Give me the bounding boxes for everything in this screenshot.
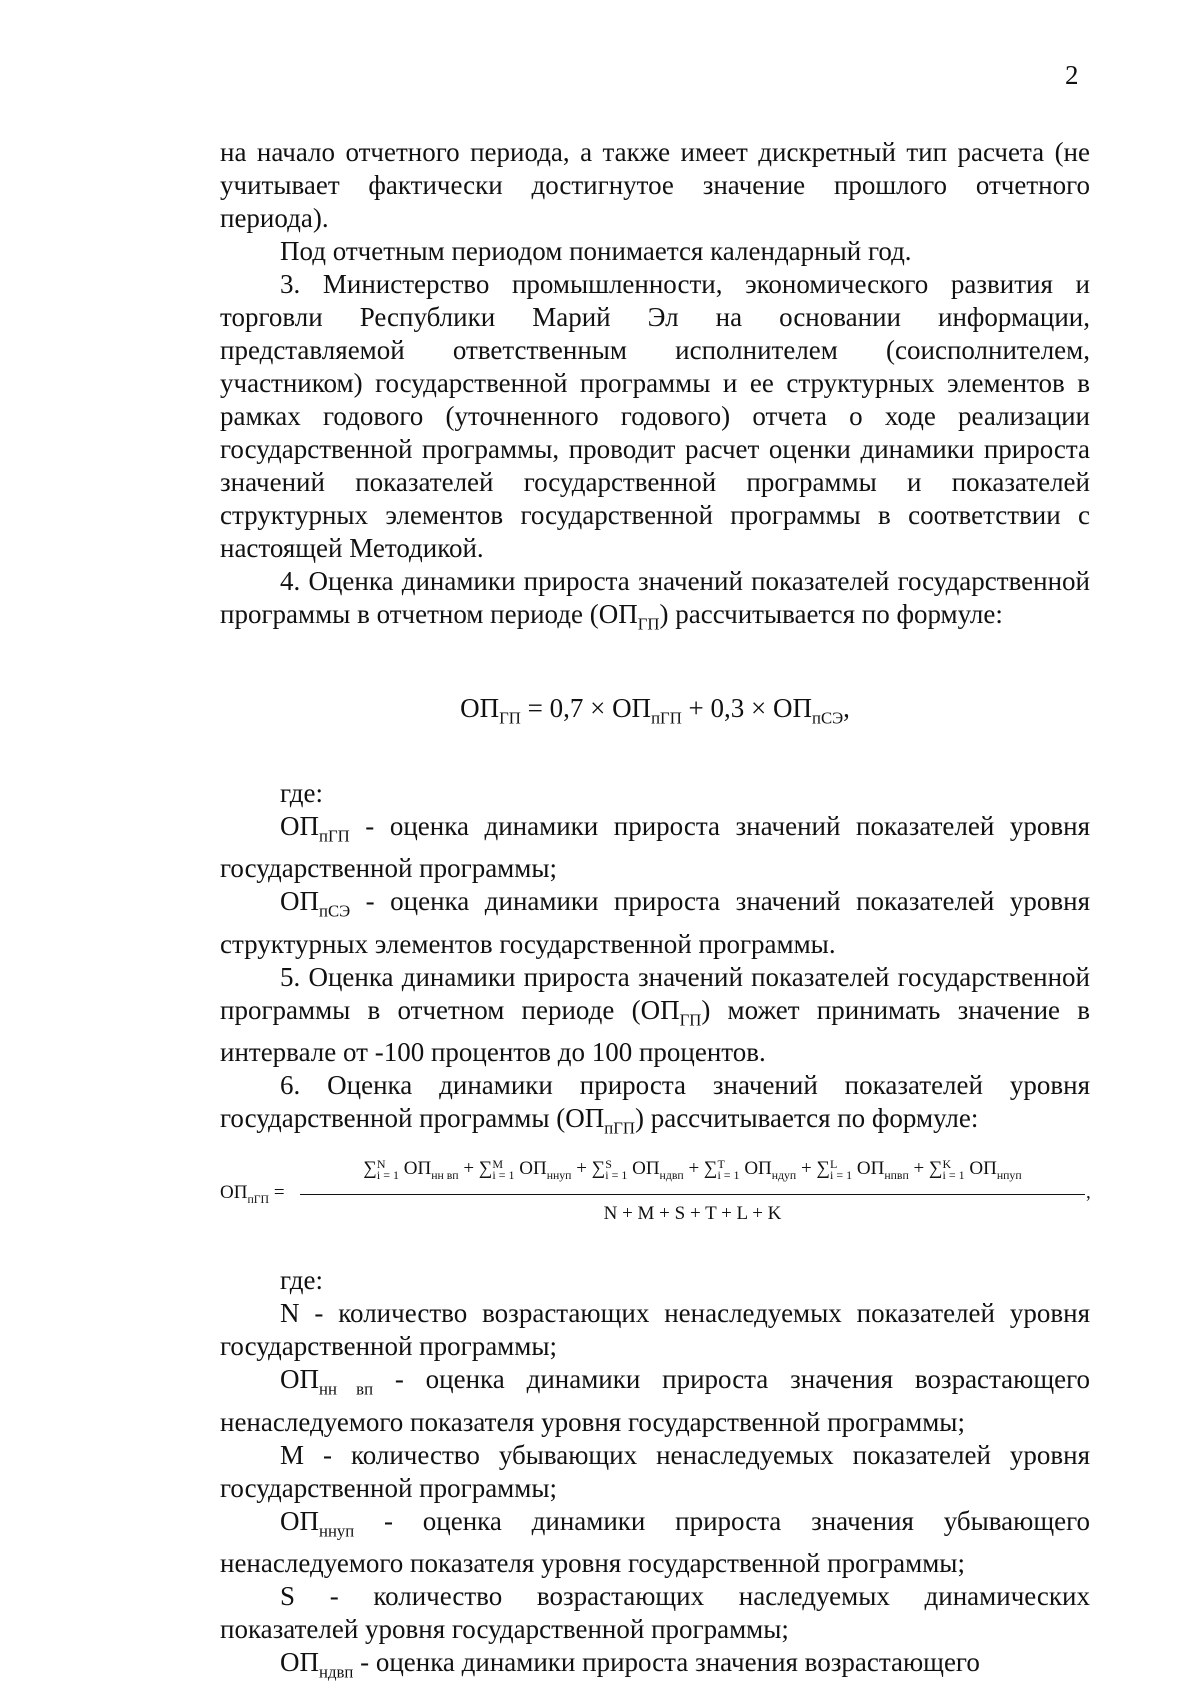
paragraph-3: 3. Министерство промышленности, экономического развития и торговли Республики Марий Эл на основании информации, представляемой ответственным исполнителем (соисполнителем, участником) государственной программы и ее структурных элементов в рамках годового (уточненного годового) отчета о ходе реализации государственной программы, проводит расчет оценки динамики прироста значений показателей государственной программы и показателей структурных элементов государственной программы в соответствии с настоящей Методикой. <box>220 269 1090 563</box>
sum-term-sub: ндуп <box>771 1169 797 1183</box>
formula-1-lhs-sub: ГП <box>499 708 521 728</box>
formula-2-sum-term <box>928 1156 1022 1183</box>
sum-term-symbol: ОП <box>744 1158 772 1180</box>
paragraph-4 <box>220 565 1090 640</box>
sum-sign-icon: ∑ <box>478 1158 493 1180</box>
definition-symbol: M <box>280 1439 305 1470</box>
definition-n <box>220 1297 1090 1363</box>
sum-sign-icon: ∑ <box>363 1158 377 1180</box>
sum-term-sub: нпуп <box>996 1169 1022 1183</box>
sum-limits <box>376 1156 400 1182</box>
sum-lower-limit: i = 1 <box>376 1167 400 1182</box>
definition-symbol: N <box>280 1298 300 1329</box>
definition-symbol-sub: пГП <box>319 826 350 846</box>
definition-symbol-sub: пСЭ <box>319 901 351 921</box>
paragraph-6-text-b: ) рассчитывается по формуле: <box>634 1102 979 1133</box>
paragraph-6-subscript: пГП <box>604 1118 635 1138</box>
paragraph-5-text-a: 5. Оценка динамики прироста значений показателей государственной программы в отчетном периоде (ОП <box>220 961 1090 1025</box>
formula-1 <box>220 692 1090 734</box>
definition-symbol-sub: ннуп <box>319 1521 355 1541</box>
paragraph-4-subscript: ГП <box>637 614 660 634</box>
formula-2-equals: = <box>269 1182 285 1204</box>
definition-text: - оценка динамики прироста значения возрастающего <box>353 1647 980 1678</box>
where-label-1: где: <box>280 777 323 808</box>
definition-symbol: ОП <box>280 1364 319 1395</box>
sum-sign-icon: ∑ <box>816 1158 830 1180</box>
page-number: 2 <box>1065 60 1079 90</box>
formula-2-sum-term <box>703 1156 797 1183</box>
definition-text: - количество возрастающих ненаследуемых показателей уровня государственной программы; <box>220 1298 1090 1362</box>
formula-2-plus: + <box>458 1158 479 1180</box>
definition-symbol: ОП <box>280 810 319 841</box>
sum-lower-limit: i = 1 <box>492 1167 515 1182</box>
paragraph-5-subscript: ГП <box>679 1009 702 1029</box>
where-label-2: где: <box>280 1265 323 1296</box>
sum-limits <box>830 1156 853 1182</box>
definition-text: - оценка динамики прироста значения убывающего ненаследуемого показателя уровня государственной программы; <box>220 1505 1090 1579</box>
sum-lower-limit: i = 1 <box>717 1167 740 1182</box>
formula-2-plus: + <box>683 1158 704 1180</box>
definition-op-ndvp <box>220 1646 1090 1688</box>
definition-op-pse <box>220 885 1090 960</box>
sum-upper-limit: K <box>942 1156 952 1171</box>
paragraph-6-text-a: 6. Оценка динамики прироста значений показателей уровня государственной программы (ОП <box>220 1069 1090 1133</box>
formula-2-denominator: N + M + S + T + L + K <box>603 1203 782 1225</box>
definition-s <box>220 1580 1090 1646</box>
sum-upper-limit: S <box>605 1156 612 1171</box>
sum-limits <box>605 1156 628 1182</box>
paragraph-5-text-b: ) может принимать значение в интервале от -100 процентов до 100 процентов. <box>220 994 1090 1067</box>
definition-op-nnvp <box>220 1363 1090 1438</box>
formula-1-term-1-sub: пГП <box>651 708 682 728</box>
formula-2-sum-term <box>363 1156 459 1183</box>
paragraph-4-text-b: ) рассчитывается по формуле: <box>659 599 1003 629</box>
formula-2-plus: + <box>908 1158 929 1180</box>
formula-2-plus: + <box>571 1158 592 1180</box>
paragraph-5 <box>220 961 1090 1069</box>
formula-2-plus: + <box>796 1158 817 1180</box>
formula-2-numerator <box>300 1152 1085 1195</box>
paragraph-period: Под отчетным периодом понимается календарный год. <box>280 236 912 266</box>
definition-symbol: ОП <box>280 886 319 917</box>
sum-upper-limit: N <box>376 1156 386 1171</box>
formula-2-sum-term <box>478 1156 572 1183</box>
sum-upper-limit: L <box>830 1156 838 1171</box>
formula-2-lhs-sub: пГП <box>247 1193 270 1207</box>
definition-text: - оценка динамики прироста значения возрастающего ненаследуемого показателя уровня государственной программы; <box>220 1364 1090 1437</box>
formula-2-lhs <box>220 1176 294 1216</box>
definition-symbol-sub: нн вп <box>319 1379 374 1399</box>
definition-text: - количество возрастающих наследуемых динамических показателей уровня государственной программы; <box>220 1581 1090 1645</box>
paragraph-intro: на начало отчетного периода, а также имеет дискретный тип расчета (не учитывает фактически достигнутое значение прошлого отчетного периода). <box>220 137 1090 233</box>
formula-2-fraction <box>300 1152 1085 1230</box>
formula-1-term-2-sub: пСЭ <box>811 708 844 728</box>
definition-symbol: ОП <box>280 1647 319 1678</box>
formula-1-term-1: = 0,7 × ОП <box>520 693 652 724</box>
document-body <box>220 136 1090 1689</box>
definition-text: - количество убывающих ненаследуемых показателей уровня государственной программы; <box>220 1439 1090 1503</box>
definition-op-nnup <box>220 1505 1090 1580</box>
formula-2-sum-term <box>591 1156 684 1183</box>
sum-term-symbol: ОП <box>969 1158 997 1180</box>
definition-m <box>220 1439 1090 1505</box>
formula-2-sum-term <box>816 1156 909 1183</box>
sum-term-symbol: ОП <box>519 1158 547 1180</box>
paragraph-4-text-a: 4. Оценка динамики прироста значений показателей государственной программы в отчетном периоде (ОП <box>220 566 1090 629</box>
sum-term-sub: ннуп <box>546 1169 572 1183</box>
formula-1-term-2: + 0,3 × ОП <box>681 693 812 724</box>
sum-term-sub: ндвп <box>659 1169 684 1183</box>
sum-limits <box>942 1156 965 1182</box>
sum-sign-icon: ∑ <box>928 1158 943 1180</box>
definition-symbol-sub: ндвп <box>319 1662 354 1682</box>
definition-symbol: ОП <box>280 1505 319 1536</box>
paragraph-6 <box>220 1069 1090 1144</box>
sum-limits <box>492 1156 515 1182</box>
sum-term-sub: нн вп <box>431 1169 459 1183</box>
formula-1-lhs: ОП <box>460 693 500 724</box>
sum-term-symbol: ОП <box>632 1158 660 1180</box>
formula-1-comma: , <box>843 693 850 724</box>
sum-lower-limit: i = 1 <box>605 1167 628 1182</box>
sum-term-symbol: ОП <box>856 1158 885 1180</box>
formula-2-lhs-symbol: ОП <box>220 1182 248 1204</box>
sum-upper-limit: T <box>717 1156 725 1171</box>
sum-lower-limit: i = 1 <box>942 1167 965 1182</box>
formula-2 <box>220 1152 1090 1232</box>
sum-upper-limit: M <box>492 1156 504 1171</box>
definition-op-pgp <box>220 810 1090 885</box>
formula-2-comma: , <box>1086 1182 1091 1204</box>
definition-text: - оценка динамики прироста значений показателей уровня государственной программы; <box>220 810 1090 884</box>
sum-lower-limit: i = 1 <box>830 1167 853 1182</box>
definition-symbol: S <box>280 1581 296 1612</box>
sum-term-symbol: ОП <box>403 1158 432 1180</box>
definition-text: - оценка динамики прироста значений показателей уровня структурных элементов государственной программы. <box>220 886 1090 959</box>
sum-limits <box>717 1156 740 1182</box>
sum-sign-icon: ∑ <box>703 1158 718 1180</box>
sum-sign-icon: ∑ <box>591 1158 606 1180</box>
sum-term-sub: нпвп <box>884 1169 909 1183</box>
